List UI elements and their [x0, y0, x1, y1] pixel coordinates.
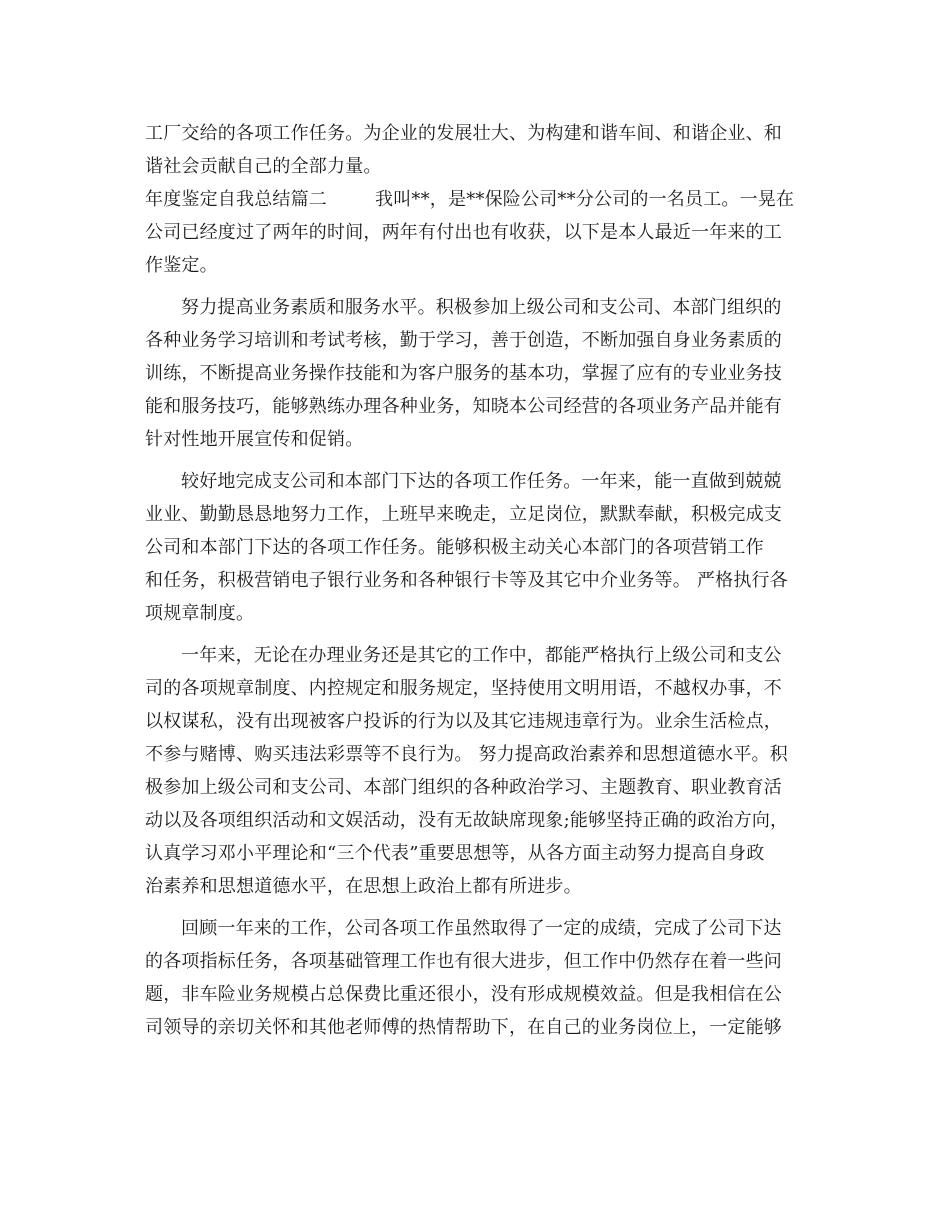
- text-line: 能和服务技巧，能够熟练办理各种业务，知晓本公司经营的各项业务产品并能有: [145, 396, 782, 417]
- text-line: 针对性地开展宣传和促销。: [145, 429, 364, 450]
- text-line: 司领导的亲切关怀和其他老师傅的热情帮助下，在自己的业务岗位上，一定能够: [145, 1017, 782, 1038]
- text-line: 不参与赌博、购买违法彩票等不良行为。 努力提高政治素养和思想道德水平。积: [145, 744, 788, 765]
- text-line: 公司已经度过了两年的时间，两年有付出也有收获，以下是本人最近一年来的工: [145, 222, 782, 243]
- text-line: 司的各项规章制度、内控规定和服务规定，坚持使用文明用语，不越权办事，不: [145, 678, 782, 699]
- text-line: 作鉴定。: [145, 255, 218, 276]
- text-line: 回顾一年来的工作，公司各项工作虽然取得了一定的成绩，完成了公司下达: [181, 918, 782, 939]
- text-line: 业业、勤勤恳恳地努力工作，上班早来晚走，立足岗位，默默奉献，积极完成支: [145, 504, 782, 525]
- paragraph: [145, 639, 807, 903]
- text-line: 谐社会贡献自己的全部力量。: [145, 156, 382, 177]
- text-line: 动以及各项组织活动和文娱活动，没有无故缺席现象;能够坚持正确的政治方向，: [145, 810, 789, 831]
- text-line: 公司和本部门下达的各项工作任务。能够积极主动关心本部门的各项营销工作: [145, 537, 764, 558]
- text-line: 题，非车险业务规模占总保费比重还很小，没有形成规模效益。但是我相信在公: [145, 984, 782, 1005]
- text-line: 一年来，无论在办理业务还是其它的工作中，都能严格执行上级公司和支公: [181, 645, 782, 666]
- paragraph: [145, 465, 807, 630]
- text-line: 工厂交给的各项工作任务。为企业的发展壮大、为构建和谐车间、和谐企业、和: [145, 123, 782, 144]
- text-line: 我叫**，是**保险公司**分公司的一名员工。一晃在: [375, 189, 795, 210]
- text-line: 的各项指标任务，各项基础管理工作也有很大进步，但工作中仍然存在着一些问: [145, 951, 782, 972]
- paragraph: [145, 291, 807, 456]
- text-line: 和任务，积极营销电子银行业务和各种银行卡等及其它中介业务等。 严格执行各: [145, 570, 788, 591]
- paragraph: [145, 117, 807, 183]
- text-line: [145, 183, 807, 216]
- text-line: 较好地完成支公司和本部门下达的各项工作任务。一年来，能一直做到兢兢: [181, 471, 782, 492]
- text-line: 努力提高业务素质和服务水平。积极参加上级公司和支公司、本部门组织的: [181, 297, 782, 318]
- section-heading: 年度鉴定自我总结篇二: [145, 189, 327, 210]
- paragraph: [145, 912, 807, 1044]
- text-line: 治素养和思想道德水平，在思想上政治上都有所进步。: [145, 876, 582, 897]
- paragraph: [145, 183, 807, 282]
- text-line: 以权谋私，没有出现被客户投诉的行为以及其它违规违章行为。业余生活检点，: [145, 711, 782, 732]
- text-line: 认真学习邓小平理论和“三个代表”重要思想等，从各方面主动努力提高自身政: [145, 843, 765, 864]
- document-body: [145, 117, 807, 1044]
- text-line: 各种业务学习培训和考试考核，勤于学习，善于创造，不断加强自身业务素质的: [145, 330, 782, 351]
- text-line: 项规章制度。: [145, 603, 255, 624]
- text-line: 极参加上级公司和支公司、本部门组织的各种政治学习、主题教育、职业教育活: [145, 777, 782, 798]
- text-line: 训练，不断提高业务操作技能和为客户服务的基本功，掌握了应有的专业业务技: [145, 363, 782, 384]
